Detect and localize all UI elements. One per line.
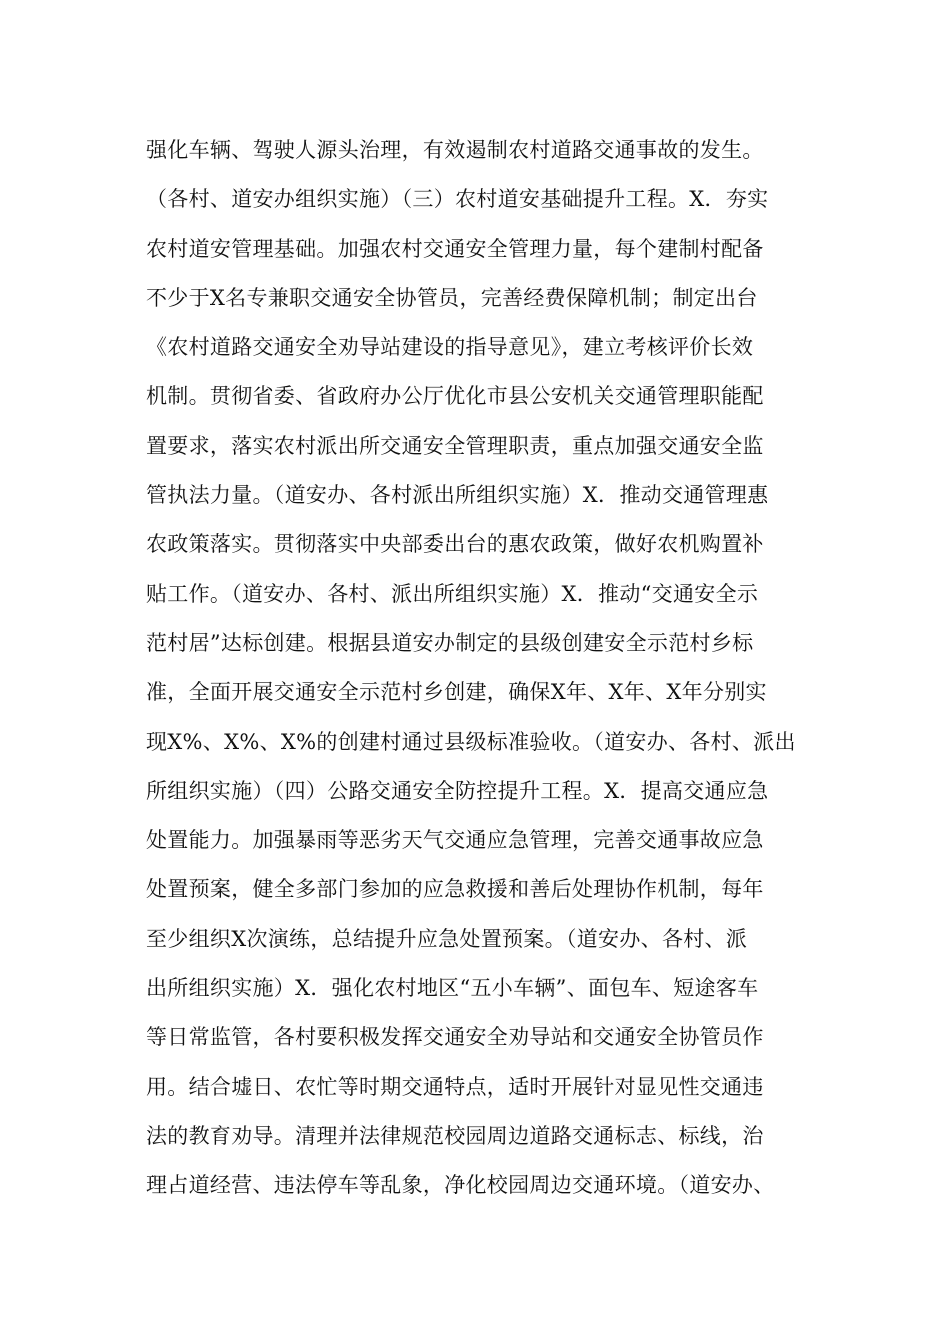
text-line-18: 出所组织实施）X．强化农村地区“五小车辆”、面包车、短途客车 [146,976,759,1001]
text-line-14: 所组织实施）（四）公路交通安全防控提升工程。X．提高交通应急 [146,778,769,803]
text-line-16: 处置预案，健全多部门参加的应急救援和善后处理协作机制，每年 [146,877,764,902]
text-line-3: 农村道安管理基础。加强农村交通安全管理力量，每个建制村配备 [146,236,764,261]
text-line-22: 理占道经营、违法停车等乱象，净化校园周边交通环境。（道安办、 [146,1173,775,1198]
text-line-9: 农政策落实。贯彻落实中央部委出台的惠农政策，做好农机购置补 [146,532,764,557]
text-line-11: 范村居”达标创建。根据县道安办制定的县级创建安全示范村乡标 [146,630,754,655]
body-text [146,126,836,1211]
text-line-20: 用。结合墟日、农忙等时期交通特点，适时开展针对显见性交通违 [146,1074,764,1099]
text-line-21: 法的教育劝导。清理并法律规范校园周边道路交通标志、标线，治 [146,1123,764,1148]
text-line-8: 管执法力量。（道安办、各村派出所组织实施）X．推动交通管理惠 [146,483,769,508]
text-line-12: 准，全面开展交通安全示范村乡创建，确保X年、X年、X年分别实 [146,680,767,705]
text-line-6: 机制。贯彻省委、省政府办公厅优化市县公安机关交通管理职能配 [146,384,764,409]
text-line-15: 处置能力。加强暴雨等恶劣天气交通应急管理，完善交通事故应急 [146,828,764,853]
text-line-5: 《农村道路交通安全劝导站建设的指导意见》，建立考核评价长效 [146,335,754,360]
text-line-10: 贴工作。（道安办、各村、派出所组织实施）X．推动“交通安全示 [146,581,759,606]
text-line-17: 至少组织X次演练，总结提升应急处置预案。（道安办、各村、派 [146,926,748,951]
text-line-13: 现X%、X%、X%的创建村通过县级标准验收。（道安办、各村、派出 [146,729,796,754]
text-line-19: 等日常监管，各村要积极发挥交通安全劝导站和交通安全协管员作 [146,1025,764,1050]
text-line-2: （各村、道安办组织实施）（三）农村道安基础提升工程。X．夯实 [146,187,769,212]
text-line-1: 强化车辆、驾驶人源头治理，有效遏制农村道路交通事故的发生。 [146,138,764,162]
text-line-4: 不少于X名专兼职交通安全协管员，完善经费保障机制；制定出台 [146,285,758,310]
text-line-7: 置要求，落实农村派出所交通安全管理职责，重点加强交通安全监 [146,433,764,458]
